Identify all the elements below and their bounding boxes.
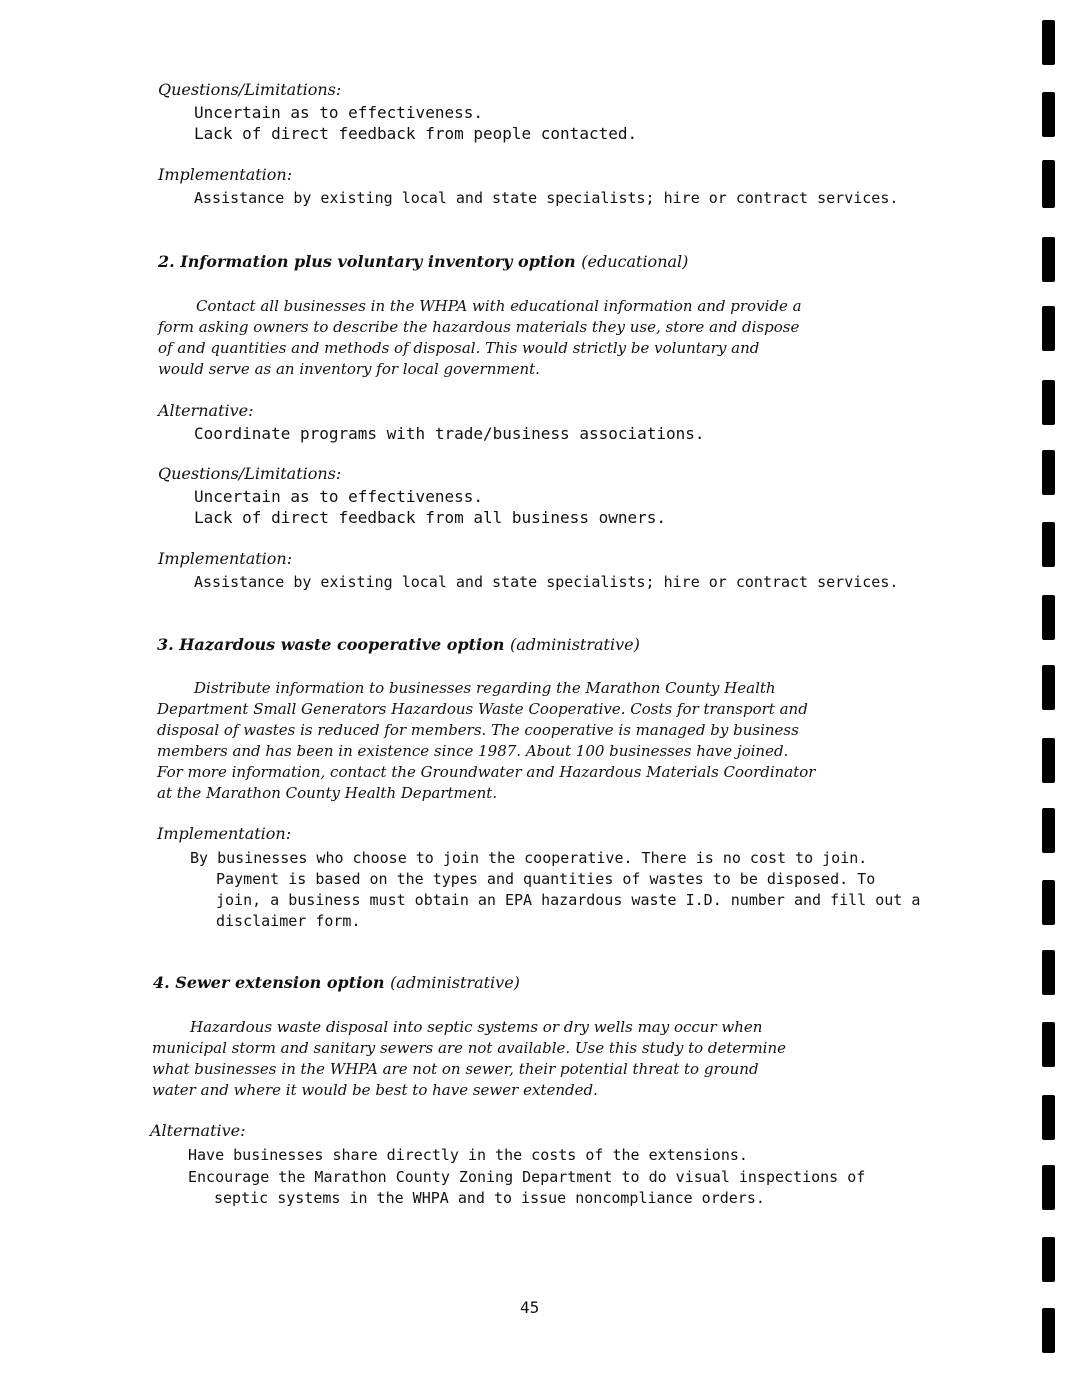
binding-mark — [1042, 237, 1055, 282]
alternative-line: Have businesses share directly in the costs of the extensions. — [188, 1146, 748, 1164]
alternative-line: Encourage the Marathon County Zoning Department to do visual inspections of — [188, 1168, 866, 1186]
section-heading-4 — [153, 973, 520, 993]
paragraph-line: form asking owners to describe the hazardous materials they use, store and dispose — [158, 318, 800, 336]
binding-mark — [1042, 92, 1055, 137]
implementation-line: disclaimer form. — [216, 912, 361, 930]
implementation-line: Payment is based on the types and quantities of wastes to be disposed. To — [216, 870, 876, 888]
limitation-item: Uncertain as to effectiveness. — [194, 487, 483, 506]
section-heading-3 — [157, 635, 640, 655]
section-tag: (educational) — [581, 252, 689, 271]
binding-mark — [1042, 1165, 1055, 1210]
binding-mark — [1042, 1237, 1055, 1282]
paragraph-line: at the Marathon County Health Department. — [157, 784, 498, 802]
questions-limitations-label: Questions/Limitations: — [158, 464, 342, 483]
paragraph-line: Distribute information to businesses regarding the Marathon County Health — [194, 679, 776, 697]
implementation-line: join, a business must obtain an EPA hazardous waste I.D. number and fill out a — [216, 891, 921, 909]
alternative-line: septic systems in the WHPA and to issue noncompliance orders. — [214, 1189, 765, 1207]
paragraph-line: would serve as an inventory for local government. — [158, 360, 540, 378]
paragraph-line: Department Small Generators Hazardous Waste Cooperative. Costs for transport and — [157, 700, 808, 718]
binding-mark — [1042, 450, 1055, 495]
paragraph-line: what businesses in the WHPA are not on sewer, their potential threat to ground — [152, 1060, 759, 1078]
paragraph-line: disposal of wastes is reduced for members. The cooperative is managed by business — [157, 721, 799, 739]
paragraph-line: Contact all businesses in the WHPA with educational information and provide a — [196, 297, 802, 315]
paragraph-line: of and quantities and methods of disposal. This would strictly be voluntary and — [158, 339, 760, 357]
limitation-item: Uncertain as to effectiveness. — [194, 103, 483, 122]
implementation-label: Implementation: — [157, 824, 292, 843]
binding-mark — [1042, 1308, 1055, 1353]
implementation-label: Implementation: — [158, 165, 293, 184]
binding-mark — [1042, 595, 1055, 640]
implementation-text: Assistance by existing local and state specialists; hire or contract services. — [194, 189, 899, 207]
section-title: 2. Information plus voluntary inventory option — [158, 252, 576, 271]
alternative-label: Alternative: — [158, 401, 254, 420]
section-title: 4. Sewer extension option — [153, 973, 385, 992]
alternative-label: Alternative: — [150, 1121, 246, 1140]
binding-mark — [1042, 20, 1055, 65]
binding-mark — [1042, 522, 1055, 567]
paragraph-line: water and where it would be best to have sewer extended. — [152, 1081, 598, 1099]
implementation-text: Assistance by existing local and state specialists; hire or contract services. — [194, 573, 899, 591]
section-title: 3. Hazardous waste cooperative option — [157, 635, 505, 654]
implementation-line: By businesses who choose to join the cooperative. There is no cost to join. — [190, 849, 868, 867]
paragraph-line: Hazardous waste disposal into septic systems or dry wells may occur when — [190, 1018, 763, 1036]
paragraph-line: members and has been in existence since 1987. About 100 businesses have joined. — [157, 742, 789, 760]
binding-mark — [1042, 665, 1055, 710]
binding-mark — [1042, 1095, 1055, 1140]
section-tag: (administrative) — [390, 973, 520, 992]
binding-mark — [1042, 738, 1055, 783]
binding-mark — [1042, 160, 1055, 208]
questions-limitations-label: Questions/Limitations: — [158, 80, 342, 99]
binding-mark — [1042, 950, 1055, 995]
section-tag: (administrative) — [509, 635, 640, 654]
section-heading-2 — [158, 252, 688, 272]
paragraph-line: For more information, contact the Groundwater and Hazardous Materials Coordinator — [157, 763, 816, 781]
limitation-item: Lack of direct feedback from people contacted. — [194, 124, 638, 143]
binding-mark — [1042, 808, 1055, 853]
binding-mark — [1042, 306, 1055, 351]
page-number: 45 — [520, 1298, 540, 1317]
binding-mark — [1042, 380, 1055, 425]
implementation-label: Implementation: — [158, 549, 293, 568]
alternative-text: Coordinate programs with trade/business associations. — [194, 424, 705, 443]
binding-mark — [1042, 880, 1055, 925]
limitation-item: Lack of direct feedback from all business owners. — [194, 508, 667, 527]
paragraph-line: municipal storm and sanitary sewers are not available. Use this study to determine — [152, 1039, 787, 1057]
binding-mark — [1042, 1022, 1055, 1067]
